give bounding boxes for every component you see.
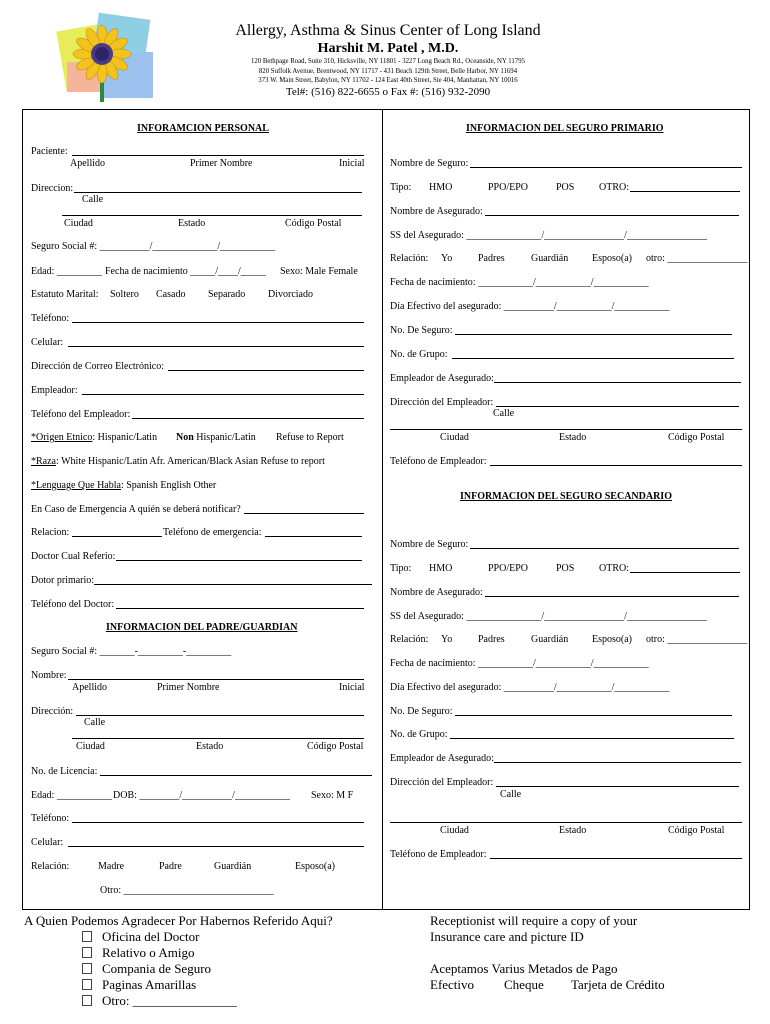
g-licencia-field[interactable] xyxy=(100,775,372,776)
s-tipo-label: Tipo: xyxy=(390,563,412,574)
p-direccion-empleador-field[interactable] xyxy=(496,406,739,407)
payment-efectivo: Efectivo xyxy=(430,977,475,992)
p-yo-option[interactable]: Yo xyxy=(441,253,453,264)
referral-option-label: Relativo o Amigo xyxy=(102,945,195,960)
correo-field[interactable] xyxy=(168,370,364,371)
p-no-seguro-field[interactable] xyxy=(455,334,732,335)
s-direccion-empleador-field[interactable] xyxy=(496,786,739,787)
p-ciudad-label: Ciudad xyxy=(440,432,469,443)
p-ciudad-field[interactable] xyxy=(390,429,742,430)
p-otro-relacion-field[interactable]: otro: ________________ xyxy=(646,253,748,264)
p-guardian-option[interactable]: Guardián xyxy=(531,253,569,264)
s-nombre-asegurado-label: Nombre de Asegurado: xyxy=(390,587,483,598)
tel-emergencia-label: Teléfono de emergencia: xyxy=(163,527,262,538)
p-calle-label: Calle xyxy=(493,408,515,419)
divorciado-option[interactable]: Divorciado xyxy=(268,289,313,300)
p-codigo-postal-label: Código Postal xyxy=(668,432,725,443)
doctor-referio-label: Doctor Cual Referio: xyxy=(31,551,116,562)
dotor-primario-label: Dotor primario: xyxy=(31,575,95,586)
g-guardian-option[interactable]: Guardián xyxy=(214,861,252,872)
ciudad-label: Ciudad xyxy=(64,218,93,229)
checkbox-icon[interactable] xyxy=(82,947,92,958)
s-nombre-seguro-label: Nombre de Seguro: xyxy=(390,539,469,550)
s-otro-field[interactable] xyxy=(630,572,740,573)
s-dia-efectivo-field[interactable]: Día Efectivo del asegurado: __________/___________/___________ xyxy=(390,682,670,693)
fecha-nacimiento-field[interactable]: Fecha de nacimiento _____/____/_____ xyxy=(105,266,266,277)
p-tel-empleador-label: Teléfono de Empleador: xyxy=(390,456,487,467)
tel-empleador-field[interactable] xyxy=(132,418,364,419)
s-esposo-option[interactable]: Esposo(a) xyxy=(592,634,632,645)
s-nombre-seguro-field[interactable] xyxy=(470,548,739,549)
s-yo-option[interactable]: Yo xyxy=(441,634,453,645)
address-line-1: 120 Bethpage Road, Suite 310, Hicksville, NY 11801 - 3227 Long Beach Rd., Oceanside, NY 11795 xyxy=(250,58,526,65)
p-padres-option[interactable]: Padres xyxy=(478,253,505,264)
s-ppo-option[interactable]: PPO/EPO xyxy=(488,563,529,574)
referral-option-label: Otro: ________________ xyxy=(102,993,237,1008)
payment-tarjeta: Tarjeta de Crédito xyxy=(571,977,665,992)
g-telefono-field[interactable] xyxy=(72,822,364,823)
paciente-label: Paciente: xyxy=(31,146,68,157)
g-licencia-label: No. de Licencia: xyxy=(31,766,98,777)
tel-emergencia-field[interactable] xyxy=(265,536,362,537)
calle-label: Calle xyxy=(82,194,104,205)
s-no-grupo-field[interactable] xyxy=(450,738,734,739)
p-nombre-seguro-label: Nombre de Seguro: xyxy=(390,158,469,169)
s-calle-label: Calle xyxy=(500,789,522,800)
column-divider xyxy=(382,109,383,909)
raza-label: *Raza xyxy=(31,456,56,467)
s-codigo-postal-label: Código Postal xyxy=(668,825,725,836)
p-hmo-option[interactable]: HMO xyxy=(429,182,453,193)
codigo-postal-label: Código Postal xyxy=(285,218,342,229)
g-seguro-social-field[interactable]: Seguro Social #: _______-_________-_________ xyxy=(31,646,232,657)
referral-question: A Quien Podemos Agradecer Por Habernos Referido Aqui? xyxy=(24,913,333,928)
relacion-field[interactable] xyxy=(72,536,162,537)
relacion-label: Relacion: xyxy=(31,527,70,538)
g-relacion-label: Relación: xyxy=(31,861,70,872)
origen-non-hispanic[interactable] xyxy=(176,432,256,443)
edad-field[interactable]: Edad: _________ xyxy=(31,266,102,277)
guardian-title: INFORMACION DEL PADRE/GUARDIAN xyxy=(106,622,298,633)
p-nombre-asegurado-label: Nombre de Asegurado: xyxy=(390,206,483,217)
secondary-insurance-title: INFORMACION DEL SEGURO SECANDARIO xyxy=(460,491,672,502)
emergencia-field[interactable] xyxy=(244,513,364,514)
origen-refuse[interactable]: Refuse to Report xyxy=(276,432,344,443)
s-ss-asegurado-field[interactable]: SS del Asegurado: _______________/________________/________________ xyxy=(390,611,707,622)
p-tipo-label: Tipo: xyxy=(390,182,412,193)
origen-label: *Origen Etnico xyxy=(31,432,93,443)
s-fecha-nac-field[interactable]: Fecha de nacimiento: ___________/___________/___________ xyxy=(390,658,649,669)
referral-option-label: Compania de Seguro xyxy=(102,961,212,976)
s-no-seguro-field[interactable] xyxy=(455,715,732,716)
empleador-field[interactable] xyxy=(82,394,364,395)
s-ciudad-field[interactable] xyxy=(390,822,742,823)
phone-fax: Tel#: (516) 822-6655 o Fax #: (516) 932-2090 xyxy=(285,86,491,98)
g-celular-label: Celular: xyxy=(31,837,64,848)
sexo-options[interactable]: Sexo: Male Female xyxy=(280,266,358,277)
g-madre-option[interactable]: Madre xyxy=(98,861,125,872)
empleador-label: Empleador: xyxy=(31,385,78,396)
correo-label: Dirección de Correo Electrónico: xyxy=(31,361,164,372)
emergencia-label: En Caso de Emergencia A quién se deberá notificar? xyxy=(31,504,241,515)
receptionist-note-2: Insurance care and picture ID xyxy=(430,929,584,944)
casado-option[interactable]: Casado xyxy=(156,289,186,300)
personal-info-title: INFORAMCION PERSONAL xyxy=(137,123,269,134)
raza-options[interactable]: : White Hispanic/Latin Afr. American/Black Asian Refuse to report xyxy=(56,456,325,467)
lenguage-label: *Lenguage Que Habla xyxy=(31,480,121,491)
raza-row[interactable] xyxy=(31,456,325,467)
referral-option-label: Paginas Amarillas xyxy=(102,977,197,992)
g-sexo-options[interactable]: Sexo: M F xyxy=(311,790,354,801)
g-nombre-field[interactable] xyxy=(68,679,364,680)
referral-option-oficina[interactable] xyxy=(82,929,199,945)
origen-nonhisp-text: Hispanic/Latin xyxy=(193,432,256,443)
g-primer-nombre-label: Primer Nombre xyxy=(157,682,220,693)
p-pos-option[interactable]: POS xyxy=(556,182,575,193)
p-ss-asegurado-field[interactable]: SS del Asegurado: _______________/________________/________________ xyxy=(390,230,707,241)
p-no-grupo-label: No. de Grupo: xyxy=(390,349,448,360)
telefono-label: Teléfono: xyxy=(31,313,70,324)
s-guardian-option[interactable]: Guardián xyxy=(531,634,569,645)
g-direccion-field[interactable] xyxy=(76,715,364,716)
inicial-label: Inicial xyxy=(339,158,365,169)
g-apellido-label: Apellido xyxy=(72,682,107,693)
referral-option-relativo[interactable] xyxy=(82,945,194,961)
apellido-label: Apellido xyxy=(70,158,105,169)
estatuto-label: Estatuto Marital: xyxy=(31,289,99,300)
receptionist-note-1: Receptionist will require a copy of your xyxy=(430,913,638,928)
checkbox-icon[interactable] xyxy=(82,995,92,1006)
g-esposo-option[interactable]: Esposo(a) xyxy=(295,861,335,872)
p-estado-label: Estado xyxy=(559,432,587,443)
g-inicial-label: Inicial xyxy=(339,682,365,693)
origen-non: Non xyxy=(176,432,194,443)
s-pos-option[interactable]: POS xyxy=(556,563,575,574)
primary-insurance-title: INFORMACION DEL SEGURO PRIMARIO xyxy=(466,123,664,134)
clinic-title: Allergy, Asthma & Sinus Center of Long Island xyxy=(235,22,541,39)
checkbox-icon[interactable] xyxy=(82,963,92,974)
s-empleador-asegurado-label: Empleador de Asegurado: xyxy=(390,753,494,764)
p-empleador-asegurado-field[interactable] xyxy=(494,382,741,383)
ciudad-field[interactable] xyxy=(62,215,362,216)
p-nombre-seguro-field[interactable] xyxy=(470,167,742,168)
address-line-2: 820 Suffolk Avenue, Brentwood, NY 11717 - 431 Beach 129th Street, Belle Harbor, NY 11694 xyxy=(258,68,518,75)
lenguage-row[interactable] xyxy=(31,480,216,491)
g-dob-field[interactable]: DOB: ________/__________/___________ xyxy=(113,790,290,801)
payment-cheque: Cheque xyxy=(504,977,544,992)
checkbox-icon[interactable] xyxy=(82,931,92,942)
celular-label: Celular: xyxy=(31,337,64,348)
tel-doctor-label: Teléfono del Doctor: xyxy=(31,599,115,610)
paciente-field[interactable] xyxy=(72,155,364,156)
tel-empleador-label: Teléfono del Empleador: xyxy=(31,409,131,420)
p-tel-empleador-field[interactable] xyxy=(490,465,742,466)
estado-label: Estado xyxy=(178,218,206,229)
s-no-seguro-label: No. De Seguro: xyxy=(390,706,453,717)
g-padre-option[interactable]: Padre xyxy=(159,861,182,872)
lenguage-options[interactable]: : Spanish English Other xyxy=(120,480,217,491)
p-no-seguro-label: No. De Seguro: xyxy=(390,325,453,336)
doctor-name: Harshit M. Patel , M.D. xyxy=(317,41,459,56)
referral-option-paginas[interactable] xyxy=(82,977,196,993)
soltero-option[interactable]: Soltero xyxy=(110,289,139,300)
s-direccion-empleador-label: Dirección del Empleador: xyxy=(390,777,494,788)
g-celular-field[interactable] xyxy=(68,846,364,847)
separado-option[interactable]: Separado xyxy=(208,289,246,300)
g-direccion-label: Dirección: xyxy=(31,706,74,717)
referral-option-compania[interactable] xyxy=(82,961,211,977)
origen-hispanic[interactable]: : Hispanic/Latin xyxy=(92,432,158,443)
p-ppo-option[interactable]: PPO/EPO xyxy=(488,182,529,193)
s-estado-label: Estado xyxy=(559,825,587,836)
p-dia-efectivo-field[interactable]: Día Efectivo del asegurado: __________/___________/___________ xyxy=(390,301,670,312)
doctor-referio-field[interactable] xyxy=(116,560,362,561)
g-ciudad-field[interactable] xyxy=(72,738,364,739)
p-empleador-asegurado-label: Empleador de Asegurado: xyxy=(390,373,494,384)
s-no-grupo-label: No. de Grupo: xyxy=(390,729,448,740)
telefono-field[interactable] xyxy=(72,322,364,323)
s-empleador-asegurado-field[interactable] xyxy=(494,762,741,763)
s-otro-label: OTRO: xyxy=(599,563,629,574)
g-ciudad-label: Ciudad xyxy=(76,741,105,752)
referral-option-otro[interactable] xyxy=(82,993,237,1009)
p-fecha-nac-field[interactable]: Fecha de nacimiento: ___________/___________/___________ xyxy=(390,277,649,288)
s-tel-empleador-field[interactable] xyxy=(490,858,742,859)
address-line-3: 373 W. Main Street, Babylon, NY 11702 - 124 East 40th Street, Ste 404, Manhattan, NY 10016 xyxy=(258,77,518,84)
s-otro-relacion-field[interactable]: otro: ________________ xyxy=(646,634,748,645)
direccion-field[interactable] xyxy=(74,192,362,193)
celular-field[interactable] xyxy=(68,346,364,347)
payment-methods-title: Aceptamos Varius Metados de Pago xyxy=(430,961,618,976)
referral-option-label: Oficina del Doctor xyxy=(102,929,200,944)
s-ciudad-label: Ciudad xyxy=(440,825,469,836)
g-estado-label: Estado xyxy=(196,741,224,752)
p-nombre-asegurado-field[interactable] xyxy=(485,215,739,216)
p-otro-field[interactable] xyxy=(630,191,740,192)
p-esposo-option[interactable]: Esposo(a) xyxy=(592,253,632,264)
g-codigo-postal-label: Código Postal xyxy=(307,741,364,752)
g-calle-label: Calle xyxy=(84,717,106,728)
g-nombre-label: Nombre: xyxy=(31,670,67,681)
s-tel-empleador-label: Teléfono de Empleador: xyxy=(390,849,487,860)
g-telefono-label: Teléfono: xyxy=(31,813,70,824)
g-edad-field[interactable]: Edad: ___________ xyxy=(31,790,112,801)
p-no-grupo-field[interactable] xyxy=(452,358,734,359)
p-direccion-empleador-label: Dirección del Empleador: xyxy=(390,397,494,408)
primer-nombre-label: Primer Nombre xyxy=(190,158,253,169)
direccion-label: Direccion: xyxy=(31,183,74,194)
s-hmo-option[interactable]: HMO xyxy=(429,563,453,574)
checkbox-icon[interactable] xyxy=(82,979,92,990)
p-relacion-label: Relación: xyxy=(390,253,429,264)
dotor-primario-field[interactable] xyxy=(94,584,372,585)
s-nombre-asegurado-field[interactable] xyxy=(485,596,739,597)
tel-doctor-field[interactable] xyxy=(116,608,364,609)
seguro-social-field[interactable]: Seguro Social #: __________/_____________/___________ xyxy=(31,241,276,252)
g-otro-field[interactable]: Otro: ______________________________ xyxy=(100,885,274,896)
p-otro-label: OTRO: xyxy=(599,182,629,193)
origen-etnico-row[interactable] xyxy=(31,432,157,443)
s-relacion-label: Relación: xyxy=(390,634,429,645)
s-padres-option[interactable]: Padres xyxy=(478,634,505,645)
